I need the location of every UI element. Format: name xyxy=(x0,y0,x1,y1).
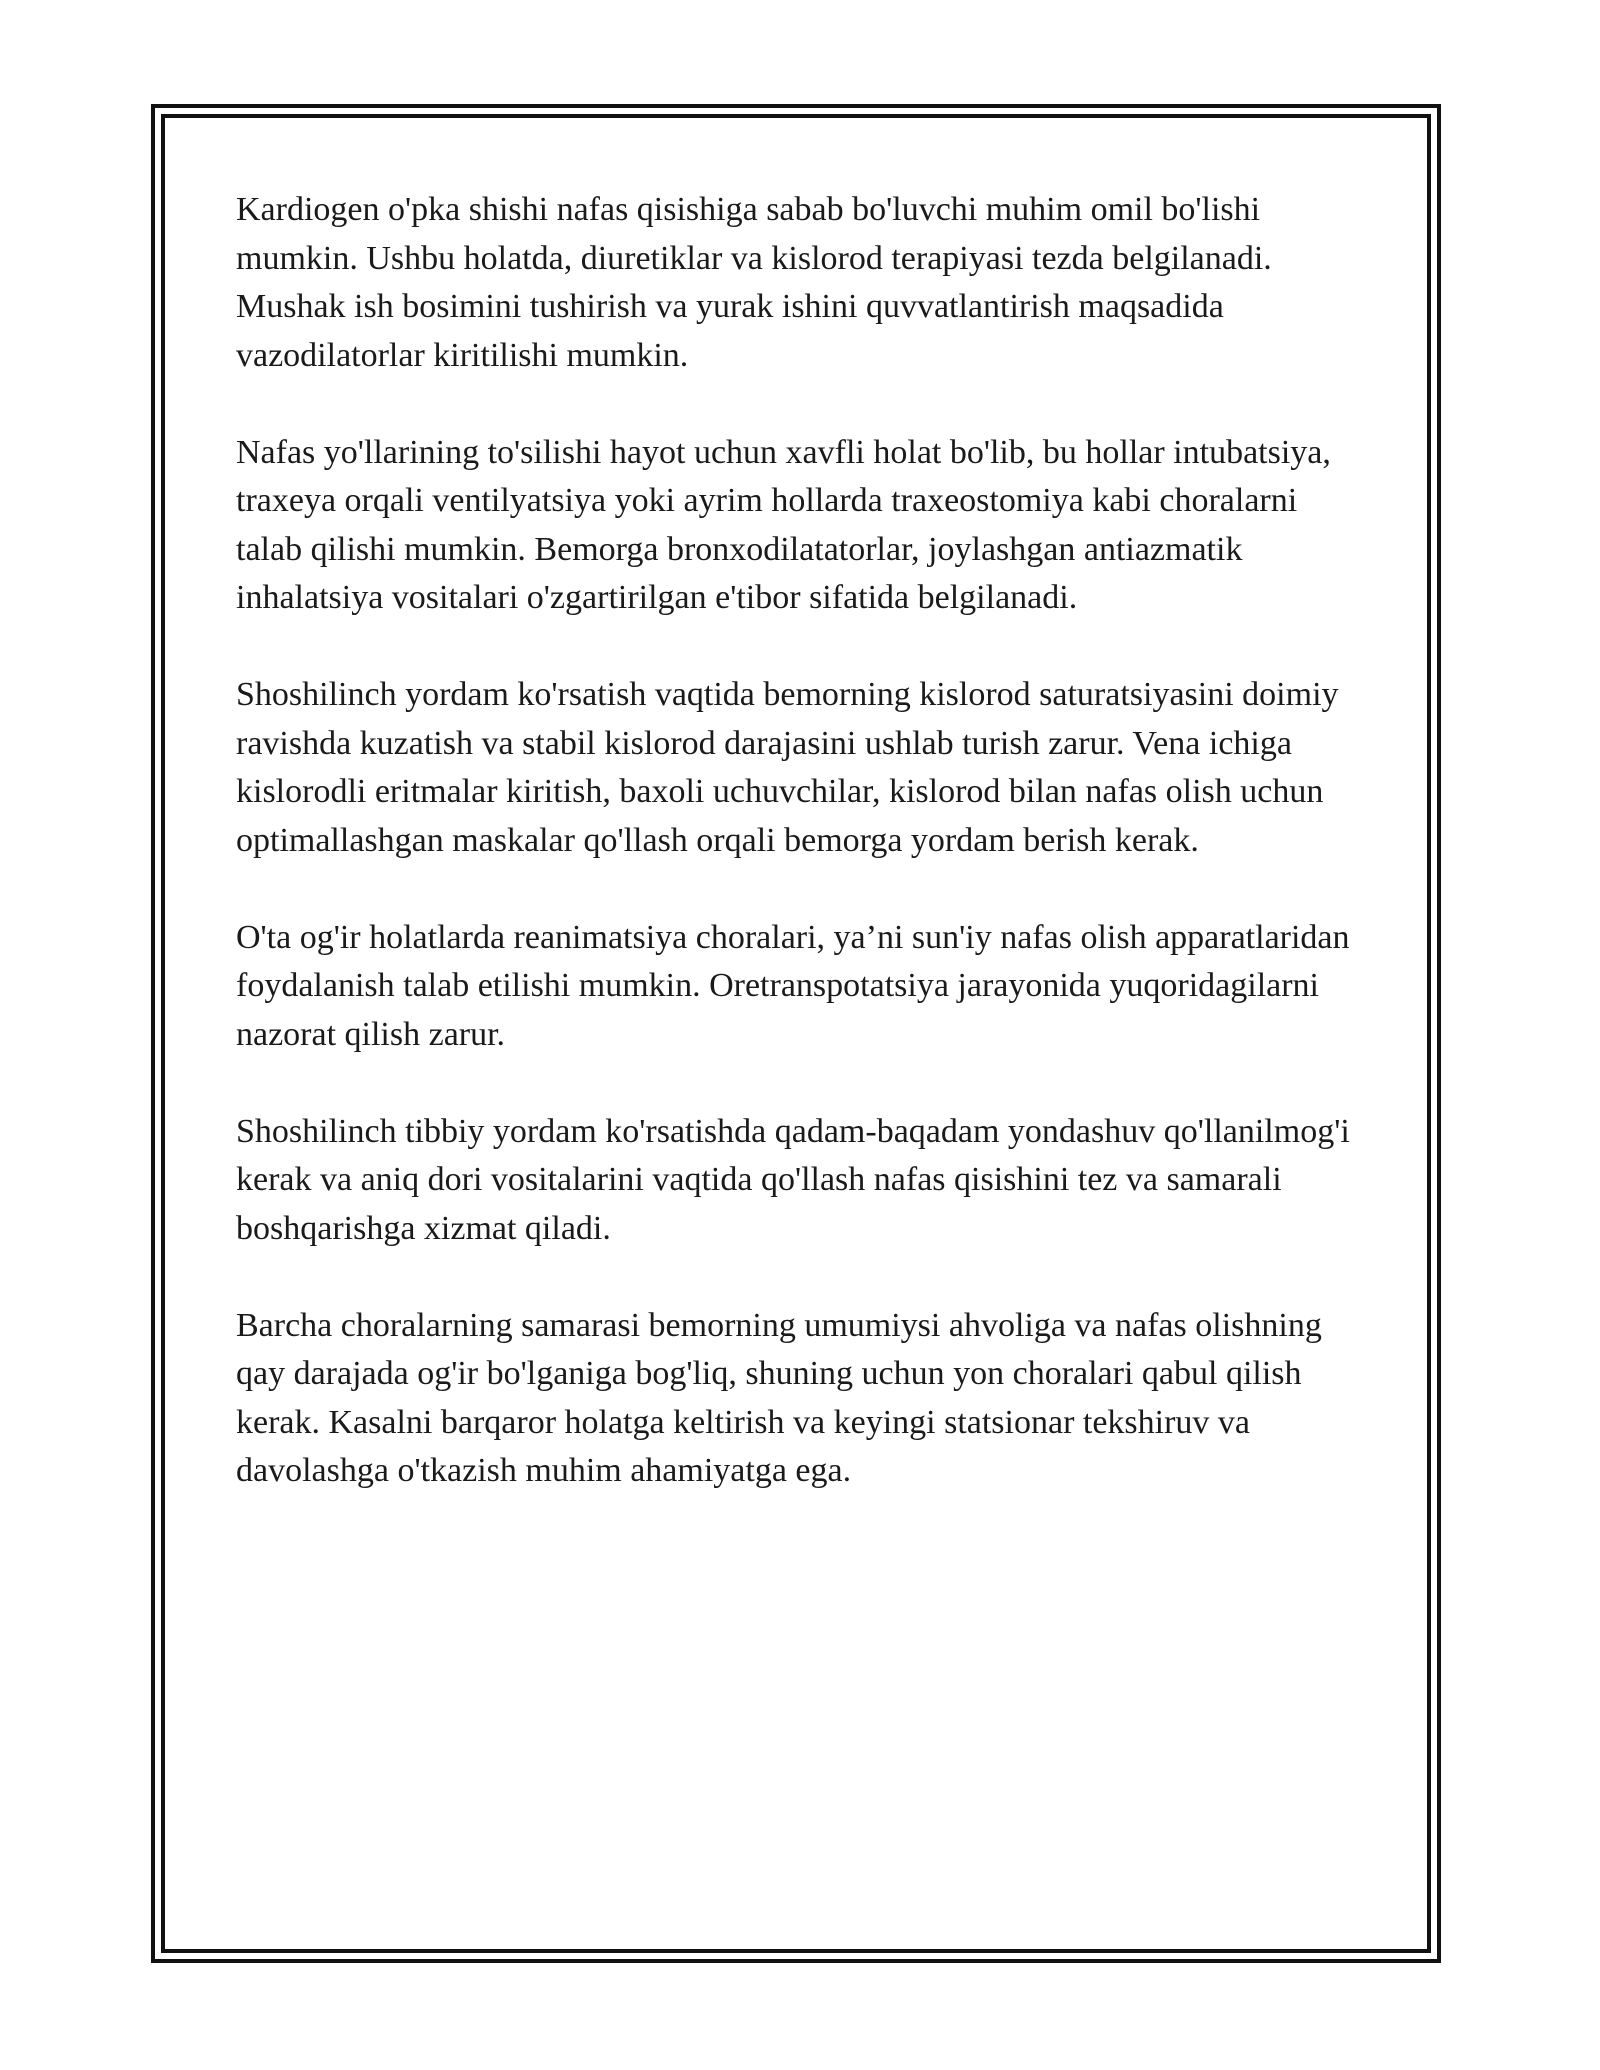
paragraph-2: Nafas yo'llarining to'silishi hayot uchun xavfli holat bo'lib, bu hollar intubatsiya, traxeya orqali ventilyatsiya yoki ayrim hollarda traxeostomiya kabi choralarni talab qilishi mumkin. Bemorga bronxodilatatorlar, joylashgan antiazmatik inhalatsiya vositalari o'zgartirilgan e'tibor sifatida belgilanadi. xyxy=(236,433,1331,616)
paragraph-1: Kardiogen o'pka shishi nafas qisishiga sabab bo'luvchi muhim omil bo'lishi mumkin. Ushbu holatda, diuretiklar va kislorod terapiyasi tezda belgilanadi. Mushak ish bosimini tushirish va yurak ishini quvvatlantirish maqsadida vazodilatorlar kiritilishi mumkin. xyxy=(236,191,1272,374)
paragraph-3: Shoshilinch yordam ko'rsatish vaqtida bemorning kislorod saturatsiyasini doimiy ravishda kuzatish va stabil kislorod darajasini ushlab turish zarur. Vena ichiga kislorodli eritmalar kiritish, baxoli uchuvchilar, kislorod bilan nafas olish uchun optimallashgan maskalar qo'llash orqali bemorga yordam berish kerak. xyxy=(236,676,1339,859)
paragraph-6: Barcha choralarning samarasi bemorning umumiysi ahvoliga va nafas olishning qay darajada og'ir bo'lganiga bog'liq, shuning uchun yon choralari qabul qilish kerak. Kasalni barqaror holatga keltirish va keyingi statsionar tekshiruv va davolashga o'tkazish muhim ahamiyatga ega. xyxy=(236,1306,1322,1489)
document-body xyxy=(236,186,1366,1544)
paragraph-5: Shoshilinch tibbiy yordam ko'rsatishda qadam-baqadam yondashuv qo'llanilmog'i kerak va aniq dori vositalarini vaqtida qo'llash nafas qisishini tez va samarali boshqarishga xizmat qiladi. xyxy=(236,1112,1350,1247)
paragraph-4: O'ta og'ir holatlarda reanimatsiya choralari, ya’ni sun'iy nafas olish apparatlaridan foydalanish talab etilishi mumkin. Oretranspotatsiya jarayonida yuqoridagilarni nazorat qilish zarur. xyxy=(236,918,1350,1053)
